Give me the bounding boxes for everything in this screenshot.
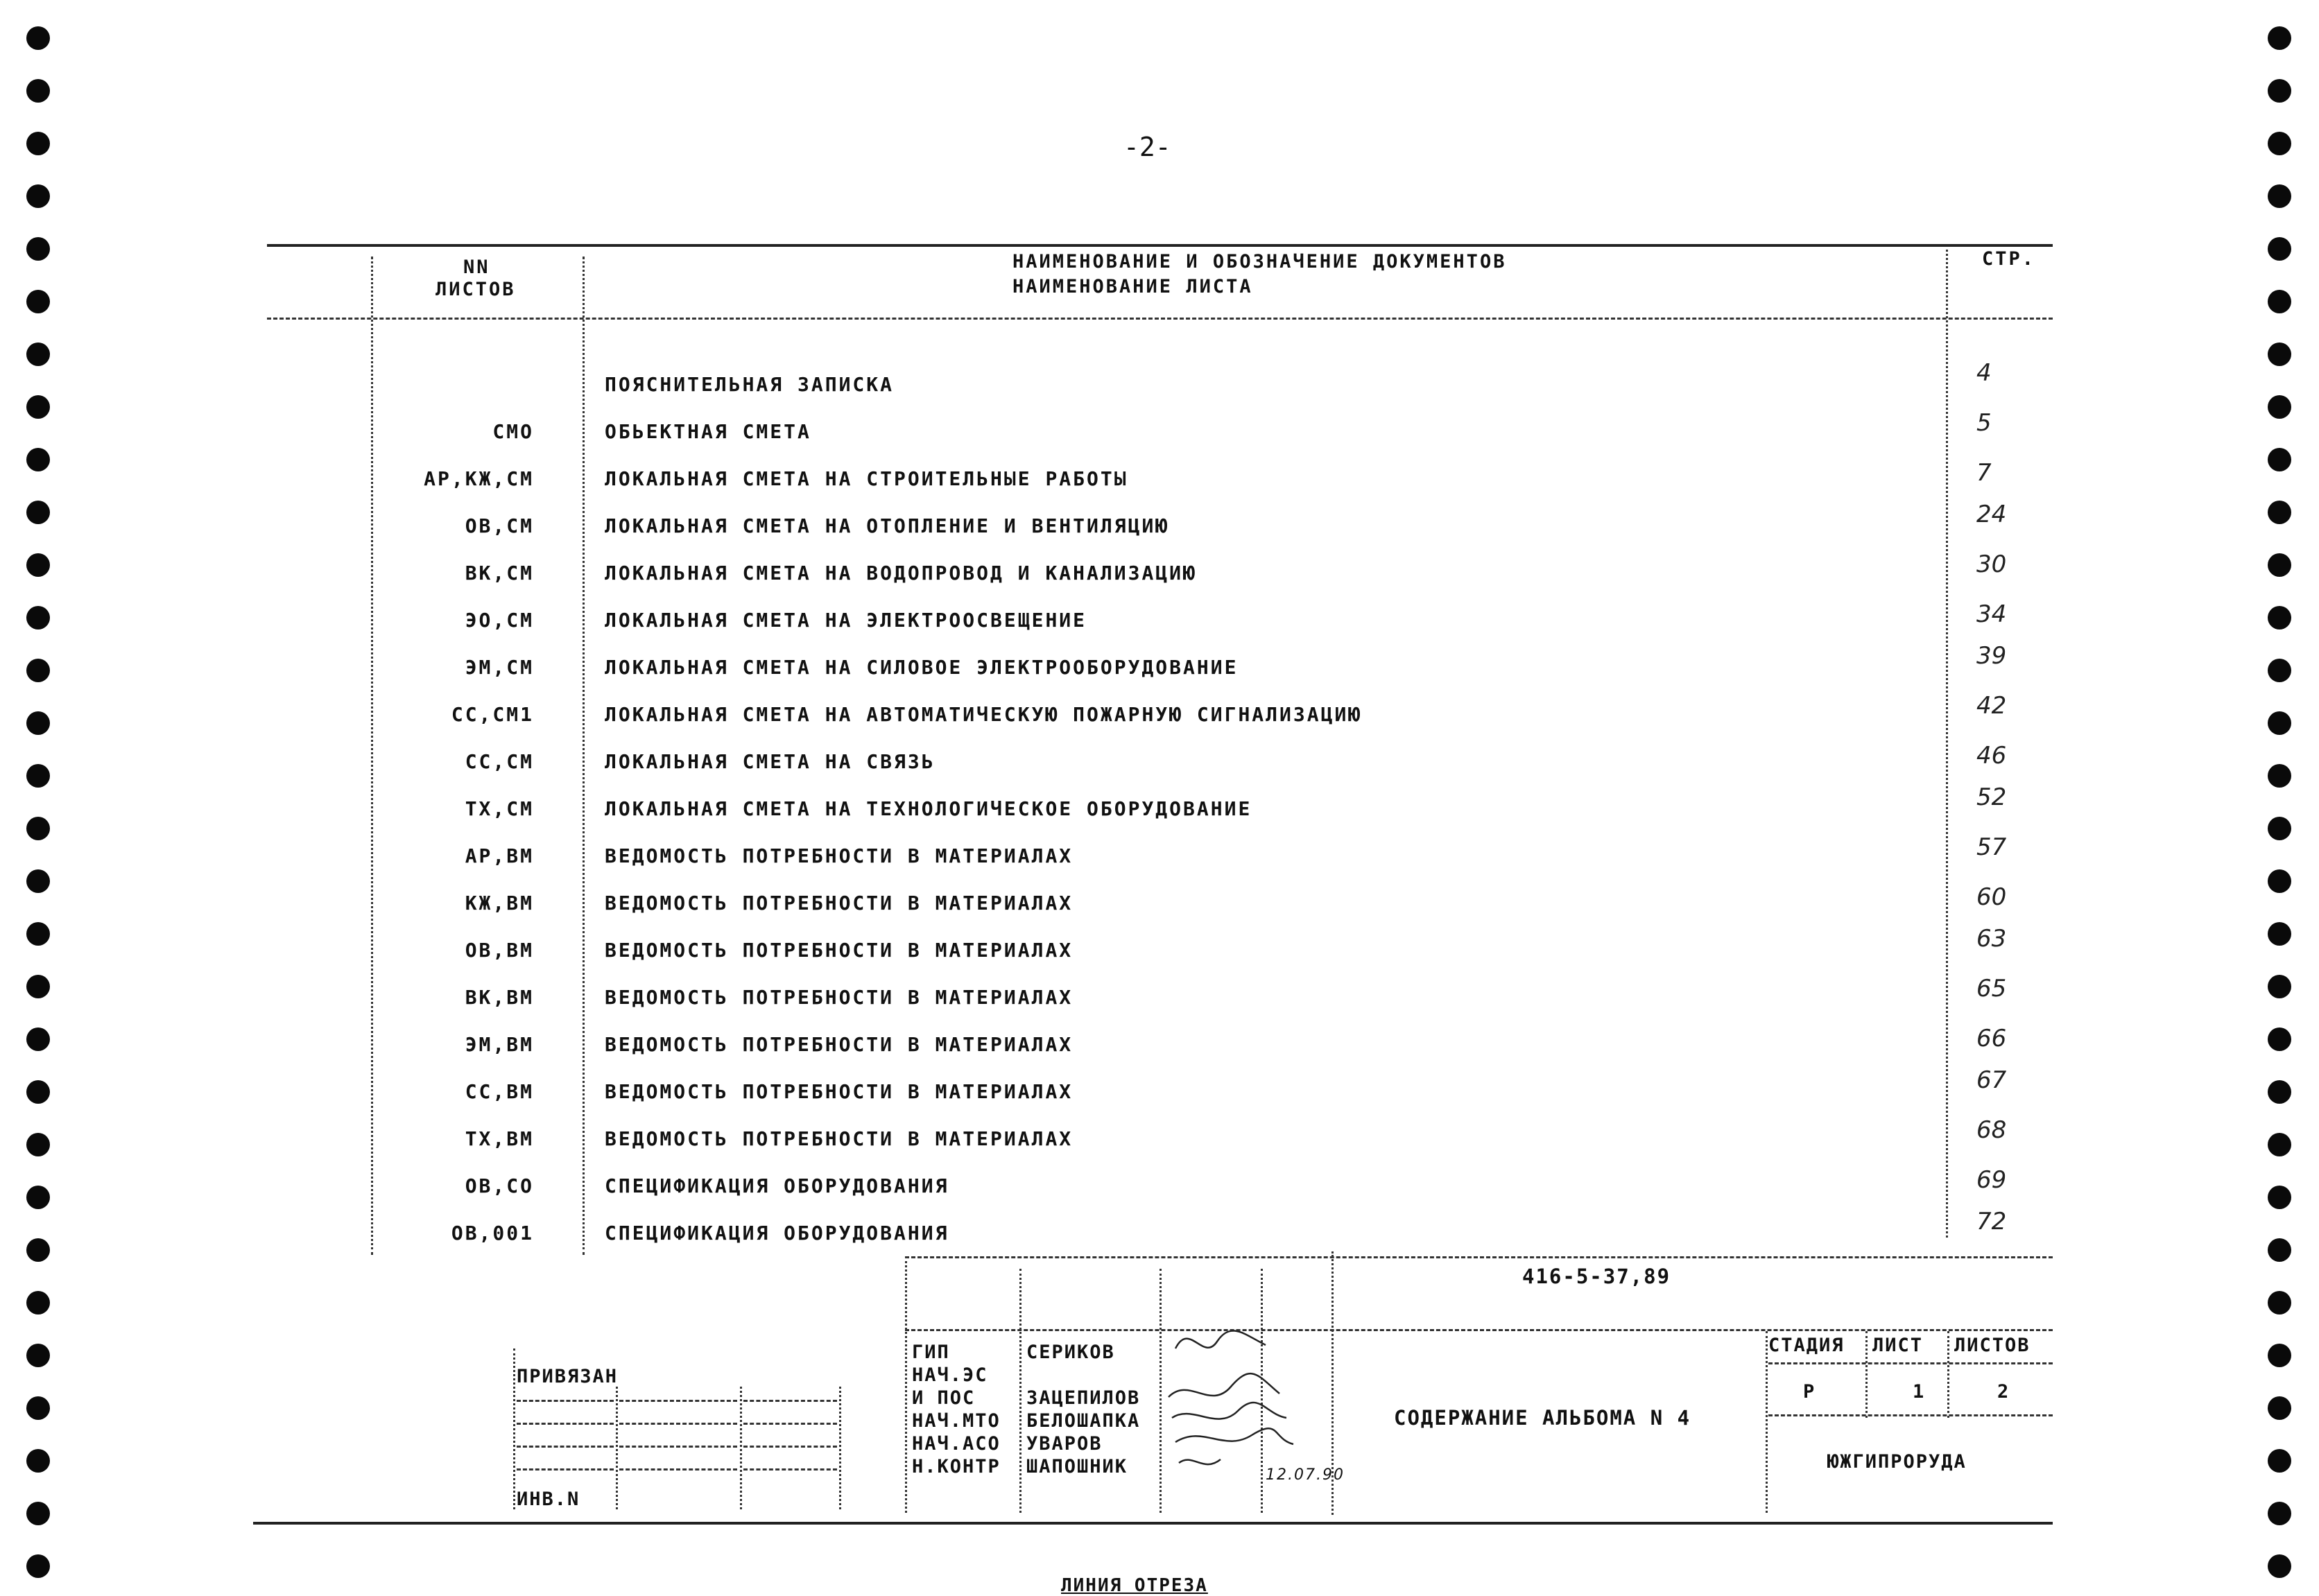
perforation-hole <box>2268 922 2291 946</box>
stamp-role: И ПОС <box>912 1387 976 1409</box>
perforation-hole <box>26 922 50 946</box>
row-page: 63 <box>1976 925 2007 953</box>
signature-stroke <box>1175 1330 1266 1348</box>
stage-divider-a <box>1865 1331 1868 1418</box>
signature-stroke <box>1179 1459 1221 1464</box>
signature-stroke <box>1172 1403 1286 1419</box>
perforation-hole <box>2268 1344 2291 1367</box>
inv-number-label: ИНВ.N <box>517 1489 580 1510</box>
row-page: 42 <box>1976 692 2007 720</box>
header-sheet-name: НАИМЕНОВАНИЕ ЛИСТА <box>1012 276 1253 297</box>
cut-line-label: ЛИНИЯ ОТРЕЗА <box>1061 1575 1208 1596</box>
perforation-hole <box>26 1291 50 1315</box>
row-code: ТХ,ВМ <box>465 1127 534 1150</box>
perforation-hole <box>26 237 50 261</box>
perforation-hole <box>2268 817 2291 840</box>
privyazan-label: ПРИВЯЗАН <box>517 1366 619 1387</box>
row-name: ЛОКАЛЬНАЯ СМЕТА НА ЭЛЕКТРООСВЕЩЕНИЕ <box>605 609 1087 632</box>
row-page: 39 <box>1976 642 2007 670</box>
row-code: СМО <box>492 420 534 443</box>
column-divider-left <box>371 257 373 1255</box>
row-page: 72 <box>1976 1208 2007 1235</box>
row-page: 57 <box>1976 833 2007 861</box>
row-code: ТХ,СМ <box>465 797 534 820</box>
perforation-hole <box>2268 1291 2291 1315</box>
row-code: ВК,ВМ <box>465 986 534 1009</box>
row-page: 34 <box>1976 600 2007 628</box>
perforation-hole <box>26 1554 50 1578</box>
sheet-value: 1 <box>1913 1381 1926 1403</box>
perforation-hole <box>26 1186 50 1209</box>
stamp-bottom-rule <box>253 1522 2053 1525</box>
stamp-person: УВАРОВ <box>1026 1433 1103 1455</box>
header-page: СТР. <box>1982 248 2036 270</box>
row-name: ВЕДОМОСТЬ ПОТРЕБНОСТИ В МАТЕРИАЛАХ <box>605 1033 1074 1056</box>
perforation-hole <box>26 184 50 208</box>
page-number: -2- <box>1123 132 1171 162</box>
row-name: ВЕДОМОСТЬ ПОТРЕБНОСТИ В МАТЕРИАЛАХ <box>605 892 1074 914</box>
row-code: ЭМ,ВМ <box>465 1033 534 1056</box>
privyazan-divider-b <box>616 1387 618 1509</box>
row-code: ОВ,СМ <box>465 514 534 537</box>
perforation-hole <box>2268 395 2291 419</box>
perforation-hole <box>26 26 50 50</box>
signature-date: 12.07.90 <box>1266 1466 1345 1484</box>
perforation-hole <box>2268 1396 2291 1420</box>
stamp-person: СЕРИКОВ <box>1026 1342 1115 1363</box>
privyazan-row-rule <box>517 1423 614 1425</box>
privyazan-row-rule <box>619 1446 737 1448</box>
stamp-role: ГИП <box>912 1342 950 1363</box>
row-page: 30 <box>1976 550 2007 578</box>
perforation-hole <box>26 1027 50 1051</box>
row-code: ОВ,СО <box>465 1174 534 1197</box>
row-code: КЖ,ВМ <box>465 892 534 914</box>
privyazan-row-rule <box>743 1446 837 1448</box>
perforation-hole <box>26 290 50 313</box>
perforation-hole <box>26 975 50 998</box>
perforation-hole <box>2268 764 2291 788</box>
perforation-hole <box>26 1133 50 1156</box>
stamp-role: Н.КОНТР <box>912 1456 1001 1477</box>
perforation-hole <box>2268 1449 2291 1473</box>
stamp-role: НАЧ.МТО <box>912 1410 1001 1432</box>
column-divider-right <box>1946 250 1948 1238</box>
row-name: ВЕДОМОСТЬ ПОТРЕБНОСТИ В МАТЕРИАЛАХ <box>605 844 1074 867</box>
header-nn: NN <box>463 257 490 278</box>
stage-rule-a <box>1768 1362 2053 1364</box>
row-name: ПОЯСНИТЕЛЬНАЯ ЗАПИСКА <box>605 373 895 396</box>
perforation-hole <box>26 817 50 840</box>
privyazan-divider-a <box>513 1348 515 1509</box>
perforation-hole <box>2268 448 2291 471</box>
stage-value: Р <box>1803 1381 1816 1403</box>
row-code: СС,СМ <box>465 750 534 773</box>
stamp-divider-b <box>1019 1269 1021 1513</box>
perforation-hole <box>26 1502 50 1525</box>
perforation-hole <box>2268 869 2291 893</box>
row-code: СС,ВМ <box>465 1080 534 1103</box>
left-perforation <box>26 0 54 1595</box>
perforation-hole <box>26 501 50 524</box>
perforation-hole <box>2268 132 2291 155</box>
row-page: 46 <box>1976 742 2007 770</box>
stamp-role: НАЧ.АСО <box>912 1433 1001 1455</box>
stamp-person: ШАПОШНИК <box>1026 1456 1128 1477</box>
stamp-rule-2 <box>905 1329 2053 1331</box>
table-header-rule <box>267 318 2053 320</box>
row-name: ЛОКАЛЬНАЯ СМЕТА НА ОТОПЛЕНИЕ И ВЕНТИЛЯЦИЮ <box>605 514 1170 537</box>
perforation-hole <box>2268 501 2291 524</box>
privyazan-row-rule <box>517 1446 614 1448</box>
perforation-hole <box>2268 975 2291 998</box>
row-code: СС,СМ1 <box>451 703 534 726</box>
stamp-person: ЗАЦЕПИЛОВ <box>1026 1387 1141 1409</box>
header-sheets: ЛИСТОВ <box>436 279 516 300</box>
row-name: ВЕДОМОСТЬ ПОТРЕБНОСТИ В МАТЕРИАЛАХ <box>605 939 1074 962</box>
privyazan-row-rule <box>743 1423 837 1425</box>
right-perforation <box>2268 0 2295 1595</box>
row-name: ВЕДОМОСТЬ ПОТРЕБНОСТИ В МАТЕРИАЛАХ <box>605 1080 1074 1103</box>
perforation-hole <box>2268 1554 2291 1578</box>
perforation-hole <box>26 764 50 788</box>
row-code: ЭО,СМ <box>465 609 534 632</box>
row-page: 52 <box>1976 783 2007 811</box>
perforation-hole <box>2268 1027 2291 1051</box>
row-name: ЛОКАЛЬНАЯ СМЕТА НА АВТОМАТИЧЕСКУЮ ПОЖАРНУЮ СИГНАЛИЗАЦИЮ <box>605 703 1363 726</box>
perforation-hole <box>2268 290 2291 313</box>
perforation-hole <box>26 553 50 577</box>
row-name: ЛОКАЛЬНАЯ СМЕТА НА СТРОИТЕЛЬНЫЕ РАБОТЫ <box>605 467 1128 490</box>
row-name: СПЕЦИФИКАЦИЯ ОБОРУДОВАНИЯ <box>605 1174 949 1197</box>
row-page: 60 <box>1976 883 2007 911</box>
column-divider-middle <box>583 257 585 1255</box>
perforation-hole <box>2268 606 2291 630</box>
perforation-hole <box>26 79 50 103</box>
row-name: ЛОКАЛЬНАЯ СМЕТА НА ВОДОПРОВОД И КАНАЛИЗАЦИЮ <box>605 562 1197 584</box>
perforation-hole <box>26 869 50 893</box>
perforation-hole <box>26 342 50 366</box>
row-page: 65 <box>1976 975 2007 1003</box>
sheets-label: ЛИСТОВ <box>1954 1335 2031 1356</box>
privyazan-divider-c <box>740 1387 742 1509</box>
privyazan-row-rule <box>619 1400 737 1402</box>
perforation-hole <box>26 448 50 471</box>
perforation-hole <box>2268 79 2291 103</box>
privyazan-row-rule <box>743 1400 837 1402</box>
organization-name: ЮЖГИПРОРУДА <box>1827 1451 1967 1473</box>
perforation-hole <box>26 395 50 419</box>
row-name: ЛОКАЛЬНАЯ СМЕТА НА СВЯЗЬ <box>605 750 936 773</box>
perforation-hole <box>2268 237 2291 261</box>
row-page: 67 <box>1976 1066 2007 1094</box>
row-code: ВК,СМ <box>465 562 534 584</box>
perforation-hole <box>26 1396 50 1420</box>
privyazan-divider-d <box>839 1387 841 1509</box>
row-page: 5 <box>1976 409 1992 437</box>
row-name: ОБЬЕКТНАЯ СМЕТА <box>605 420 811 443</box>
row-code: ОВ,001 <box>451 1222 534 1244</box>
header-document-name: НАИМЕНОВАНИЕ И ОБОЗНАЧЕНИЕ ДОКУМЕНТОВ <box>1012 251 1507 272</box>
perforation-hole <box>26 1080 50 1104</box>
sheet-label: ЛИСТ <box>1872 1335 1924 1356</box>
row-name: СПЕЦИФИКАЦИЯ ОБОРУДОВАНИЯ <box>605 1222 949 1244</box>
stamp-document-code: 416-5-37,89 <box>1522 1265 1671 1288</box>
perforation-hole <box>2268 711 2291 735</box>
perforation-hole <box>26 711 50 735</box>
stamp-divider-a <box>905 1256 907 1513</box>
perforation-hole <box>26 659 50 682</box>
perforation-hole <box>2268 1502 2291 1525</box>
stage-label: СТАДИЯ <box>1768 1335 1845 1356</box>
privyazan-row-rule <box>619 1423 737 1425</box>
stamp-divider-f <box>1766 1331 1768 1513</box>
perforation-hole <box>26 606 50 630</box>
row-page: 68 <box>1976 1116 2007 1144</box>
stage-rule-b <box>1768 1414 2053 1416</box>
stamp-top-rule <box>905 1256 2053 1258</box>
perforation-hole <box>26 1238 50 1262</box>
row-code: ЭМ,СМ <box>465 656 534 679</box>
privyazan-row-rule <box>517 1468 614 1471</box>
stamp-person: БЕЛОШАПКА <box>1026 1410 1141 1432</box>
row-name: ЛОКАЛЬНАЯ СМЕТА НА СИЛОВОЕ ЭЛЕКТРООБОРУДОВАНИЕ <box>605 656 1239 679</box>
row-name: ВЕДОМОСТЬ ПОТРЕБНОСТИ В МАТЕРИАЛАХ <box>605 986 1074 1009</box>
perforation-hole <box>2268 659 2291 682</box>
perforation-hole <box>26 1449 50 1473</box>
privyazan-row-rule <box>517 1400 614 1402</box>
stamp-role: НАЧ.ЭС <box>912 1364 988 1386</box>
perforation-hole <box>2268 1080 2291 1104</box>
sheets-value: 2 <box>1997 1381 2010 1403</box>
privyazan-row-rule <box>619 1468 737 1471</box>
privyazan-row-rule <box>743 1468 837 1471</box>
table-top-rule <box>267 244 2053 247</box>
perforation-hole <box>2268 342 2291 366</box>
row-page: 69 <box>1976 1166 2007 1194</box>
row-code: ОВ,ВМ <box>465 939 534 962</box>
album-title: СОДЕРЖАНИЕ АЛЬБОМА N 4 <box>1394 1406 1691 1430</box>
row-name: ВЕДОМОСТЬ ПОТРЕБНОСТИ В МАТЕРИАЛАХ <box>605 1127 1074 1150</box>
perforation-hole <box>26 132 50 155</box>
perforation-hole <box>26 1344 50 1367</box>
row-code: АР,ВМ <box>465 844 534 867</box>
row-page: 66 <box>1976 1025 2007 1052</box>
perforation-hole <box>2268 1186 2291 1209</box>
perforation-hole <box>2268 1238 2291 1262</box>
row-page: 7 <box>1976 459 1992 487</box>
handwritten-signatures <box>1162 1321 1300 1487</box>
perforation-hole <box>2268 184 2291 208</box>
row-code: АР,КЖ,СМ <box>424 467 534 490</box>
row-page: 4 <box>1976 359 1992 387</box>
signature-stroke <box>1169 1373 1279 1397</box>
row-page: 24 <box>1976 501 2007 528</box>
perforation-hole <box>2268 1133 2291 1156</box>
signature-stroke <box>1175 1428 1293 1444</box>
perforation-hole <box>2268 553 2291 577</box>
stage-divider-b <box>1947 1331 1949 1418</box>
row-name: ЛОКАЛЬНАЯ СМЕТА НА ТЕХНОЛОГИЧЕСКОЕ ОБОРУДОВАНИЕ <box>605 797 1252 820</box>
perforation-hole <box>2268 26 2291 50</box>
